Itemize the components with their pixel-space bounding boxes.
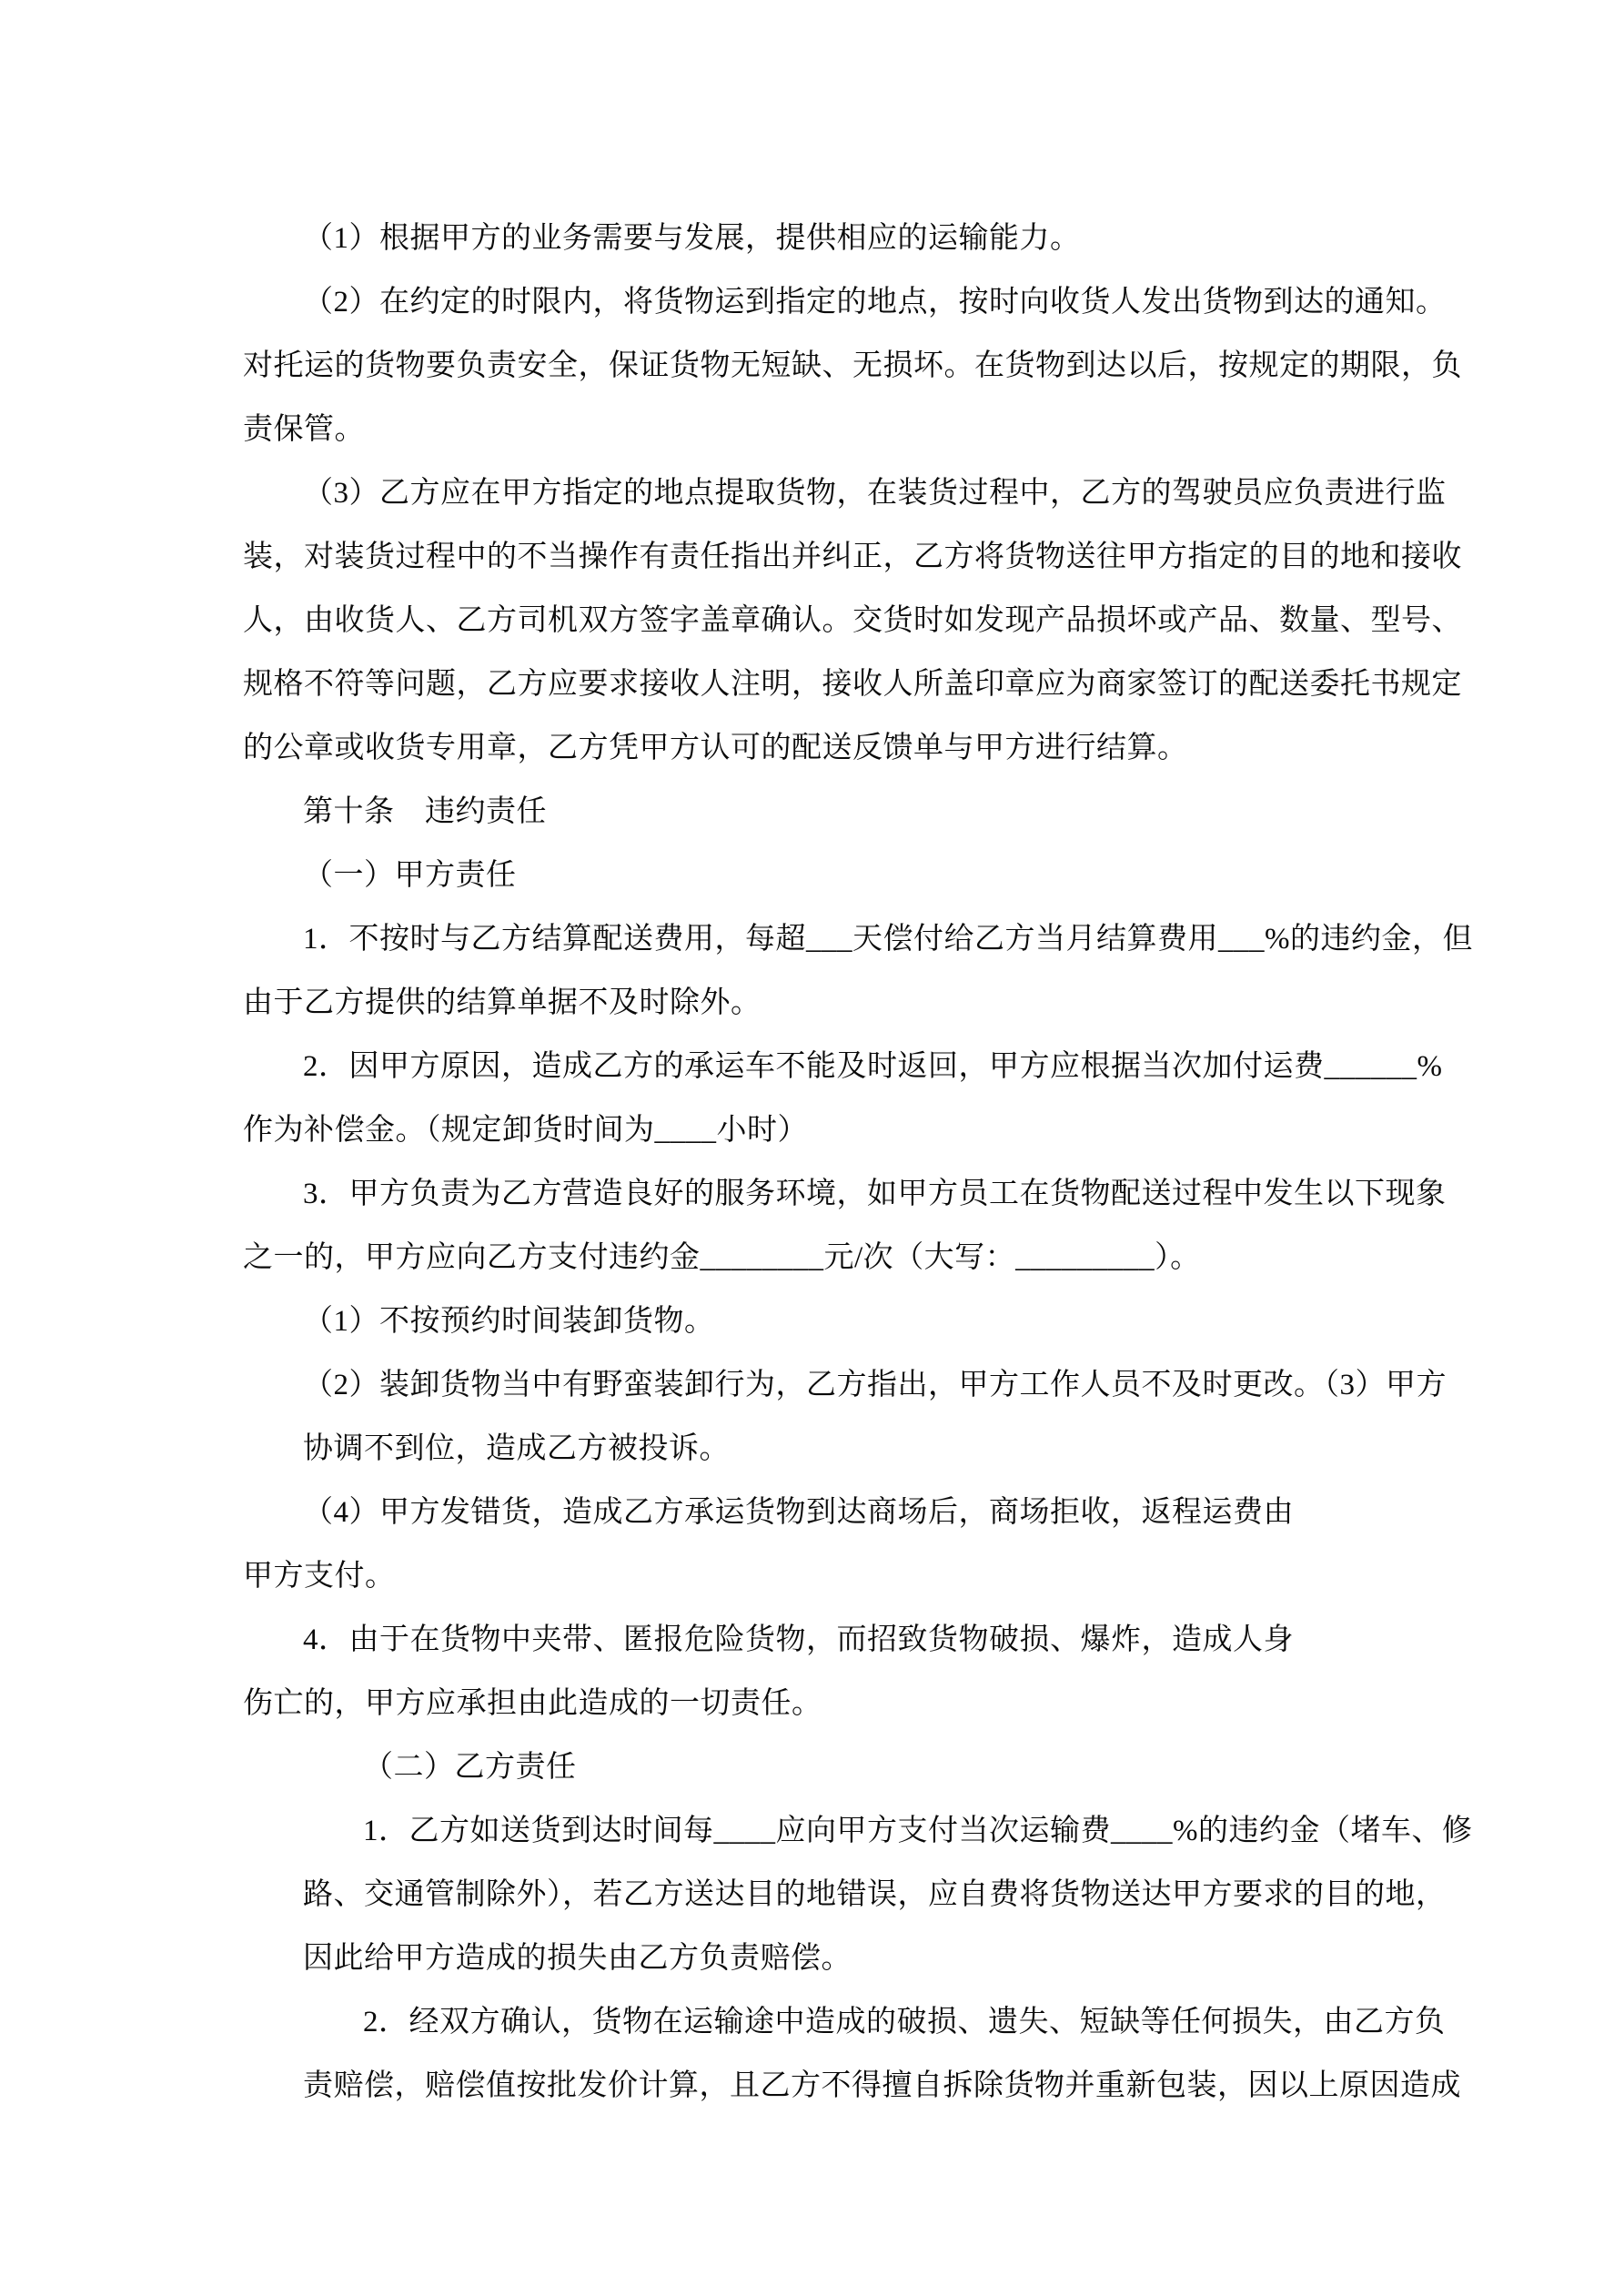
text-line: 4．由于在货物中夹带、匿报危险货物，而招致货物破损、爆炸，造成人身 [303, 1623, 1294, 1656]
text-line: 甲方支付。 [243, 1560, 396, 1593]
subsection-heading: （一）甲方责任 [303, 859, 517, 892]
text-line: 因此给甲方造成的损失由乙方负责赔偿。 [303, 1942, 852, 1975]
text-line: 装，对装货过程中的不当操作有责任指出并纠正，乙方将货物送往甲方指定的目的地和接收 [243, 541, 1462, 573]
text-line: （2）装卸货物当中有野蛮装卸行为，乙方指出，甲方工作人员不及时更改。（3）甲方 [303, 1369, 1447, 1401]
text-line: 协调不到位，造成乙方被投诉。 [303, 1432, 730, 1465]
text-line: 对托运的货物要负责安全，保证货物无短缺、无损坏。在货物到达以后，按规定的期限，负 [243, 349, 1462, 382]
text-line: 之一的，甲方应向乙方支付违约金________元/次（大写：_________）。 [243, 1241, 1201, 1274]
text-line: 1．乙方如送货到达时间每____应向甲方支付当次运输费____%的违约金（堵车、修 [363, 1815, 1473, 1847]
subsection-heading: （二）乙方责任 [363, 1751, 577, 1784]
text-line: 的公章或收货专用章，乙方凭甲方认可的配送反馈单与甲方进行结算。 [243, 732, 1188, 764]
text-line: 规格不符等问题，乙方应要求接收人注明，接收人所盖印章应为商家签订的配送委托书规定 [243, 668, 1462, 701]
text-line: 由于乙方提供的结算单据不及时除外。 [243, 986, 762, 1019]
text-line: 伤亡的，甲方应承担由此造成的一切责任。 [243, 1687, 822, 1720]
text-line: 2．经双方确认，货物在运输途中造成的破损、遗失、短缺等任何损失，由乙方负 [363, 2006, 1446, 2038]
text-line: （3）乙方应在甲方指定的地点提取货物，在装货过程中，乙方的驾驶员应负责进行监 [303, 477, 1447, 510]
section-heading: 第十条 违约责任 [303, 795, 547, 828]
text-line: （2）在约定的时限内，将货物运到指定的地点，按时向收货人发出货物到达的通知。 [303, 286, 1447, 319]
text-line: 3．甲方负责为乙方营造良好的服务环境，如甲方员工在货物配送过程中发生以下现象 [303, 1178, 1447, 1210]
text-line: 责赔偿，赔偿值按批发价计算，且乙方不得擅自拆除货物并重新包装，因以上原因造成 [303, 2069, 1461, 2102]
text-line: 作为补偿金。（规定卸货时间为____小时） [243, 1114, 808, 1147]
text-line: 责保管。 [243, 413, 365, 446]
text-line: 路、交通管制除外），若乙方送达目的地错误，应自费将货物送达甲方要求的目的地， [303, 1878, 1447, 1911]
text-line: （1）根据甲方的业务需要与发展，提供相应的运输能力。 [303, 222, 1081, 255]
text-line: 2．因甲方原因，造成乙方的承运车不能及时返回，甲方应根据当次加付运费______% [303, 1050, 1443, 1083]
text-line: 1．不按时与乙方结算配送费用，每超___天偿付给乙方当月结算费用___%的违约金，但 [303, 923, 1473, 956]
text-line: （4）甲方发错货，造成乙方承运货物到达商场后，商场拒收，返程运费由 [303, 1496, 1294, 1529]
text-line: 人，由收货人、乙方司机双方签字盖章确认。交货时如发现产品损坏或产品、数量、型号、 [243, 604, 1462, 637]
text-line: （1）不按预约时间装卸货物。 [303, 1305, 715, 1338]
